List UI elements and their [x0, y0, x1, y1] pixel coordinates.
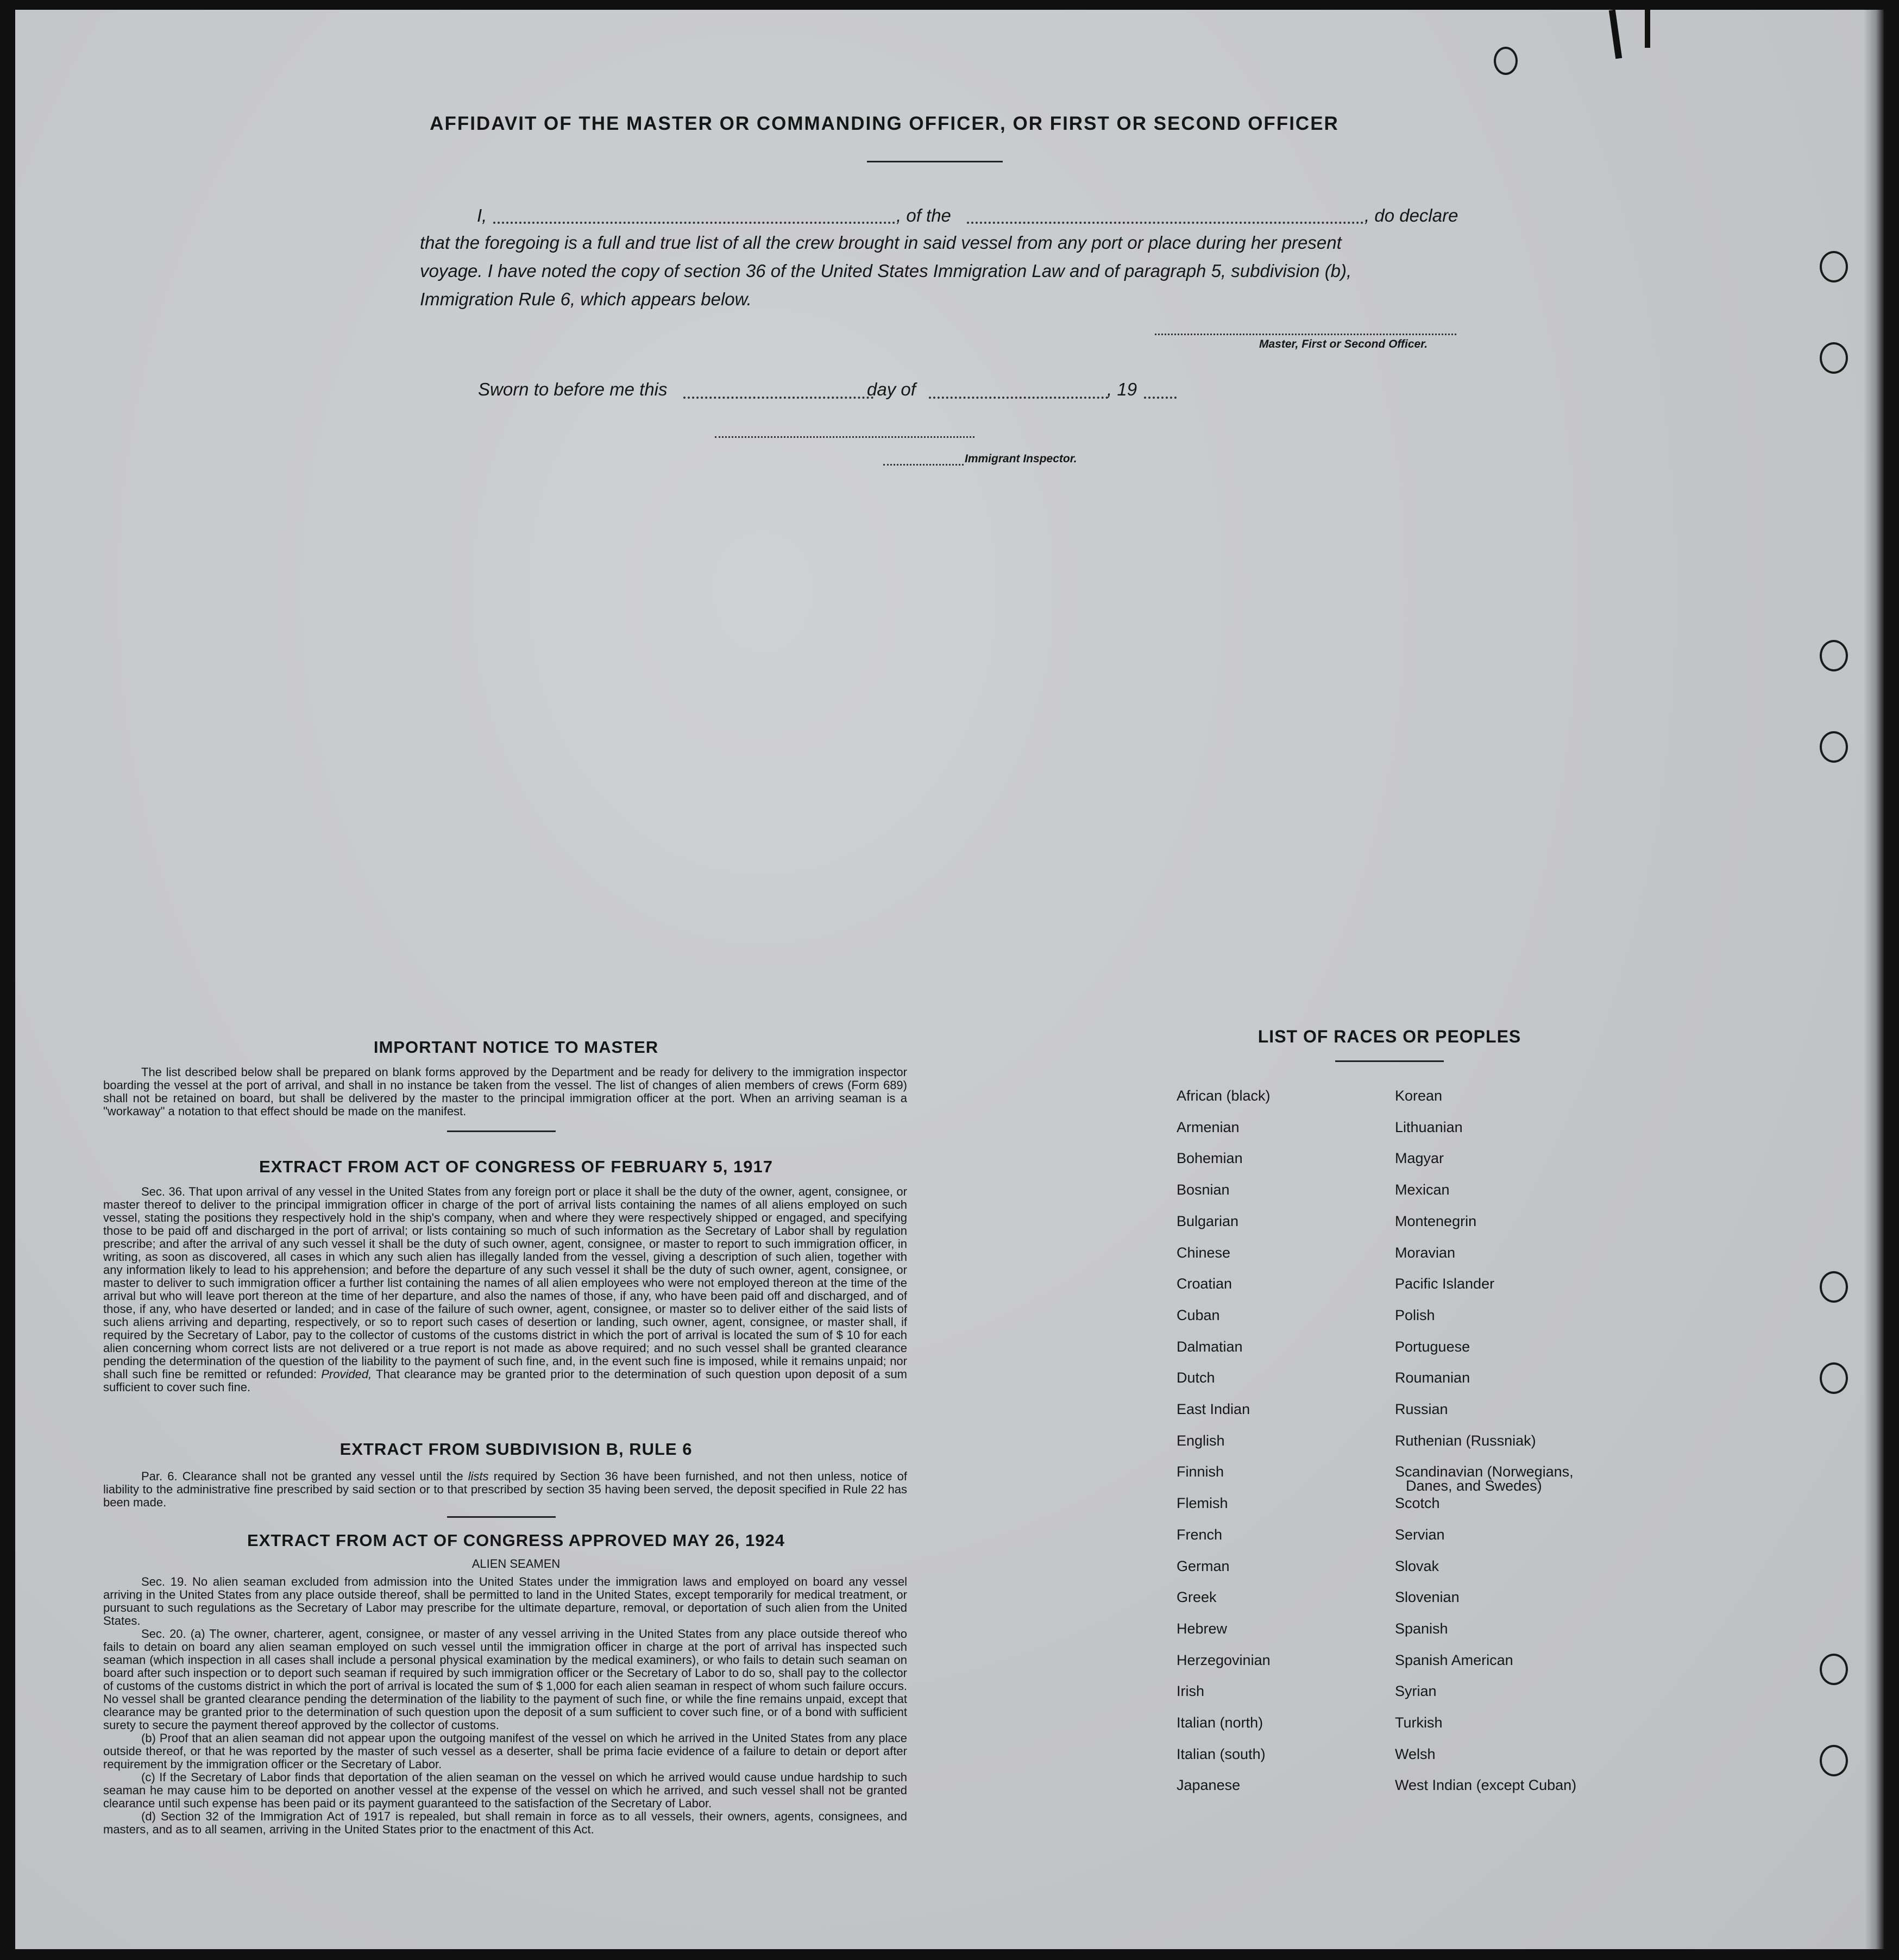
- notice-title: IMPORTANT NOTICE TO MASTER: [373, 1038, 659, 1057]
- notice-paragraph: The list described below shall be prepared on blank forms approved by the Department and be ready for delivery to the immigration inspector boarding the vessel at the port of arrival, and shall in no instance be taken from the vessel. The list of changes of alien members of crews (Form 689) shall not be retained on board, but shall be delivered by the master to the principal immigration officer at the port. When an arriving seaman is a "workaway" a notation to that effect should be made on the manifest.: [103, 1065, 907, 1118]
- sworn-day-blank[interactable]: [683, 397, 873, 399]
- binder-hole: [1820, 731, 1848, 763]
- race-item: Polish: [1395, 1306, 1435, 1323]
- act-1924-text: [103, 1575, 907, 1836]
- act-1917-text: [103, 1185, 907, 1394]
- inspector-signature-blank[interactable]: [715, 436, 974, 438]
- race-item: Dutch: [1177, 1370, 1215, 1386]
- race-item: Moravian: [1395, 1244, 1456, 1261]
- race-item: Ruthenian (Russniak): [1395, 1432, 1536, 1449]
- race-item: Hebrew: [1177, 1620, 1228, 1637]
- inspector-label: Immigrant Inspector.: [965, 453, 1077, 465]
- race-item: Italian (south): [1177, 1745, 1266, 1762]
- race-item: Russian: [1395, 1401, 1448, 1417]
- do-declare-label: , do declare: [1364, 205, 1458, 225]
- races-rule: [1335, 1060, 1444, 1062]
- race-item: African (black): [1177, 1088, 1271, 1104]
- page-tear: [1645, 10, 1650, 48]
- race-item: Magyar: [1395, 1150, 1444, 1167]
- race-item: Lithuanian: [1395, 1119, 1463, 1135]
- race-item: Bosnian: [1177, 1182, 1230, 1198]
- race-item: English: [1177, 1432, 1225, 1449]
- race-item: East Indian: [1177, 1401, 1250, 1417]
- act-1917-paragraph: [103, 1185, 907, 1394]
- race-item: Roumanian: [1395, 1370, 1470, 1386]
- affidavit-title: AFFIDAVIT OF THE MASTER OR COMMANDING OFFICER, OR FIRST OR SECOND OFFICER: [430, 113, 1339, 134]
- rule-6-title: EXTRACT FROM SUBDIVISION B, RULE 6: [339, 1440, 693, 1459]
- declarant-name-blank[interactable]: [493, 222, 895, 224]
- act-1924-paragraph: (b) Proof that an alien seaman did not appear upon the outgoing manifest of the vessel on which he arrived in the United States from any place outside thereof, or that he was reported by the master of such vessel as a deserter, shall be prima facie evidence of a failure to detain or deport after requirement by the immigration officer or the Secretary of Labor.: [103, 1731, 907, 1771]
- act-1924-paragraph: Sec. 19. No alien seaman excluded from admission into the United States under the immigration laws and employed on board any vessel arriving in the United States from any place outside thereof, shall be permitted to land in the United States, except temporarily for medical treatment, or pursuant to such regulations as the Secretary of Labor may prescribe for the ultimate departure, removal, or deportation of such alien from the United States.: [103, 1575, 907, 1628]
- affidavit-line-2: that the foregoing is a full and true list of all the crew brought in said vessel from any port or place during her present: [420, 233, 1342, 253]
- race-item: Turkish: [1395, 1714, 1443, 1731]
- act-1924-paragraph: (d) Section 32 of the Immigration Act of 1917 is repealed, but shall remain in force as to all vessels, their owners, agents, consignees, and masters, and as to all seamen, arriving in the United States prior to the enactment of this Act.: [103, 1810, 907, 1836]
- race-item: Pacific Islander: [1395, 1276, 1495, 1292]
- race-item: Herzegovinian: [1177, 1651, 1271, 1668]
- act-1924-subtitle: ALIEN SEAMEN: [471, 1557, 561, 1570]
- race-item: Japanese: [1177, 1777, 1241, 1794]
- race-item: West Indian (except Cuban): [1395, 1777, 1577, 1794]
- binder-hole: [1820, 1654, 1848, 1685]
- binder-hole: [1820, 1271, 1848, 1303]
- rule-6-paragraph: [103, 1470, 907, 1509]
- race-item: Flemish: [1177, 1495, 1228, 1512]
- affidavit-line-4: Immigration Rule 6, which appears below.: [420, 289, 752, 309]
- year-blank[interactable]: [1144, 397, 1177, 399]
- act-1917-body-end: That clearance may be granted prior to the determination of such question upon deposit of a sum sufficient to cover such fine.: [103, 1367, 908, 1394]
- page-edge: [1864, 10, 1884, 1949]
- race-item: Portuguese: [1395, 1338, 1470, 1355]
- race-item: Slovak: [1395, 1557, 1439, 1574]
- act-1917-title: EXTRACT FROM ACT OF CONGRESS OF FEBRUARY 5, 1917: [259, 1157, 773, 1176]
- race-item: Irish: [1177, 1683, 1205, 1700]
- race-item: Servian: [1395, 1526, 1445, 1543]
- race-item: German: [1177, 1557, 1230, 1574]
- race-item: Dalmatian: [1177, 1338, 1243, 1355]
- race-item: Slovenian: [1395, 1589, 1460, 1606]
- race-item: Korean: [1395, 1088, 1443, 1104]
- race-item: Welsh: [1395, 1745, 1436, 1762]
- race-item: Cuban: [1177, 1306, 1220, 1323]
- form-page: [15, 10, 1884, 1949]
- sworn-month-blank[interactable]: [929, 397, 1108, 399]
- race-item: Spanish American: [1395, 1651, 1513, 1668]
- race-item: Greek: [1177, 1589, 1217, 1606]
- declarant-label: I,: [477, 205, 487, 225]
- vessel-blank[interactable]: [967, 222, 1363, 224]
- officer-signature-blank[interactable]: [1155, 334, 1456, 335]
- binder-hole: [1820, 1745, 1848, 1776]
- title-rule: [867, 161, 1003, 162]
- race-item: Spanish: [1395, 1620, 1448, 1637]
- races-title: LIST OF RACES OR PEOPLES: [1257, 1027, 1521, 1046]
- act-1924-title: EXTRACT FROM ACT OF CONGRESS APPROVED MAY 26, 1924: [247, 1531, 785, 1550]
- race-item: Italian (north): [1177, 1714, 1263, 1731]
- race-item: Scandinavian (Norwegians,: [1395, 1463, 1574, 1480]
- day-of-label: day of: [867, 379, 916, 399]
- rule-6-body-a: Par. 6. Clearance shall not be granted any vessel until the: [141, 1469, 463, 1483]
- rule-6-rule: [447, 1516, 556, 1518]
- race-item: Croatian: [1177, 1276, 1233, 1292]
- rule-6-lists: lists: [468, 1469, 489, 1483]
- act-1924-paragraph: (c) If the Secretary of Labor finds that deportation of the alien seaman on the vessel on which he arrived would cause undue hardship to such seaman he may cause him to be deported on another vessel at the expense of the vessel on which he arrived, and such vessel shall not be granted clearance until such expense has been paid or its payment guaranteed to the satisfaction of the Secretary of Labor.: [103, 1770, 907, 1810]
- binder-hole: [1820, 342, 1848, 374]
- page-tear: [1609, 10, 1622, 59]
- binder-hole: [1820, 1362, 1848, 1394]
- race-item: Chinese: [1177, 1244, 1231, 1261]
- sworn-label: Sworn to before me this: [478, 379, 668, 399]
- officer-label: Master, First or Second Officer.: [1259, 338, 1428, 350]
- binder-hole: [1820, 251, 1848, 282]
- rule-6-body-b: required by Section 36 have been furnished, and not then unless, notice of liability to the administrative fine prescribed by said section or to that prescribed by section 35 having been served, the deposit specified in Rule 22 has been made.: [103, 1469, 907, 1509]
- rule-6-text: [103, 1470, 907, 1509]
- race-item: Mexican: [1395, 1182, 1450, 1198]
- act-1917-body: Sec. 36. That upon arrival of any vessel in the United States from any foreign port or place it shall be the duty of the owner, agent, consignee, or master thereof to deliver to the principal immigration officer in charge of the port of arrival lists containing the names of all aliens employed on such vessel, stating the positions they respectively hold in the ship's company, when and where they were respectively shipped or engaged, and specifying those to be paid off and discharged in the port of arrival; or lists containing so much of such information as the Secretary of Labor shall by regulation prescribe; and after the arrival of any such vessel it shall be the duty of such owner, agent, consignee, or master to report to such immigration officer, in writing, as soon as discovered, all cases in which any such alien has illegally landed from the vessel, giving a description of such alien, together with any information likely to lead to his apprehension; and before the departure of any such vessel it shall be the duty of such owner, agent, consignee, or master to deliver to such immigration officer a further list containing the names of all alien employees who were not employed thereon at the time of the arrival but who will leave port thereon at the time of her departure, and also the names of those, if any, who have been paid off and discharged, and of those, if any, who have deserted or landed; and in case of the failure of such owner, agent, consignee, or master so to deliver either of the said lists of such aliens arriving and departing, respectively, or so to report such cases of desertion or landing, such owner, agent, consignee, or master shall, if required by the Secretary of Labor, pay to the collector of customs of the customs district in which the port of arrival is located the sum of $ 10 for each alien concerning whom correct lists are not delivered or a true report is not made as above required; and no such vessel shall be granted clearance pending the determination of the question of the liability to the payment of such fine, and, in the event such fine is imposed, while it remains unpaid; nor shall such fine be remitted or refunded:: [103, 1185, 907, 1381]
- of-the-label: , of the: [896, 205, 951, 225]
- act-1917-provided: Provided,: [321, 1367, 372, 1381]
- inspector-short-blank[interactable]: [883, 464, 964, 466]
- race-item: French: [1177, 1526, 1223, 1543]
- race-item: Scotch: [1395, 1495, 1440, 1512]
- race-item: Armenian: [1177, 1119, 1240, 1135]
- affidavit-line-3: voyage. I have noted the copy of section 36 of the United States Immigration Law and of paragraph 5, subdivision (b),: [420, 261, 1352, 281]
- race-item: Danes, and Swedes): [1406, 1478, 1542, 1494]
- binder-hole: [1820, 640, 1848, 671]
- race-item: Montenegrin: [1395, 1213, 1477, 1229]
- race-item: Finnish: [1177, 1463, 1224, 1480]
- act-1924-paragraph: Sec. 20. (a) The owner, charterer, agent, consignee, or master of any vessel arriving in the United States from any place outside thereof who fails to detain on board any alien seaman employed on such vessel until the immigration officer in charge at the port of arrival has inspected such seaman (which inspection in all cases shall include a personal physical examination by the medical examiners), or who fails to detain such seaman on board after such inspection or to deport such seaman if required by such immigration officer or the Secretary of Labor to do so, shall pay to the collector of customs of the customs district in which the port of arrival is located the sum of $ 1,000 for each alien seaman in respect of whom such failure occurs. No vessel shall be granted clearance pending the determination of the liability to the payment of such fine, or while the fine remains unpaid, except that clearance may be granted prior to the determination of such question upon the deposit of a sum sufficient to cover such fine, or of a bond with sufficient surety to secure the payment thereof approved by the collector of customs.: [103, 1627, 907, 1732]
- binder-hole: [1494, 47, 1518, 75]
- year-label: , 19: [1107, 379, 1137, 399]
- race-item: Bohemian: [1177, 1150, 1243, 1167]
- notice-text: [103, 1066, 907, 1118]
- notice-rule: [447, 1130, 556, 1132]
- race-item: Syrian: [1395, 1683, 1437, 1700]
- race-item: Bulgarian: [1177, 1213, 1239, 1229]
